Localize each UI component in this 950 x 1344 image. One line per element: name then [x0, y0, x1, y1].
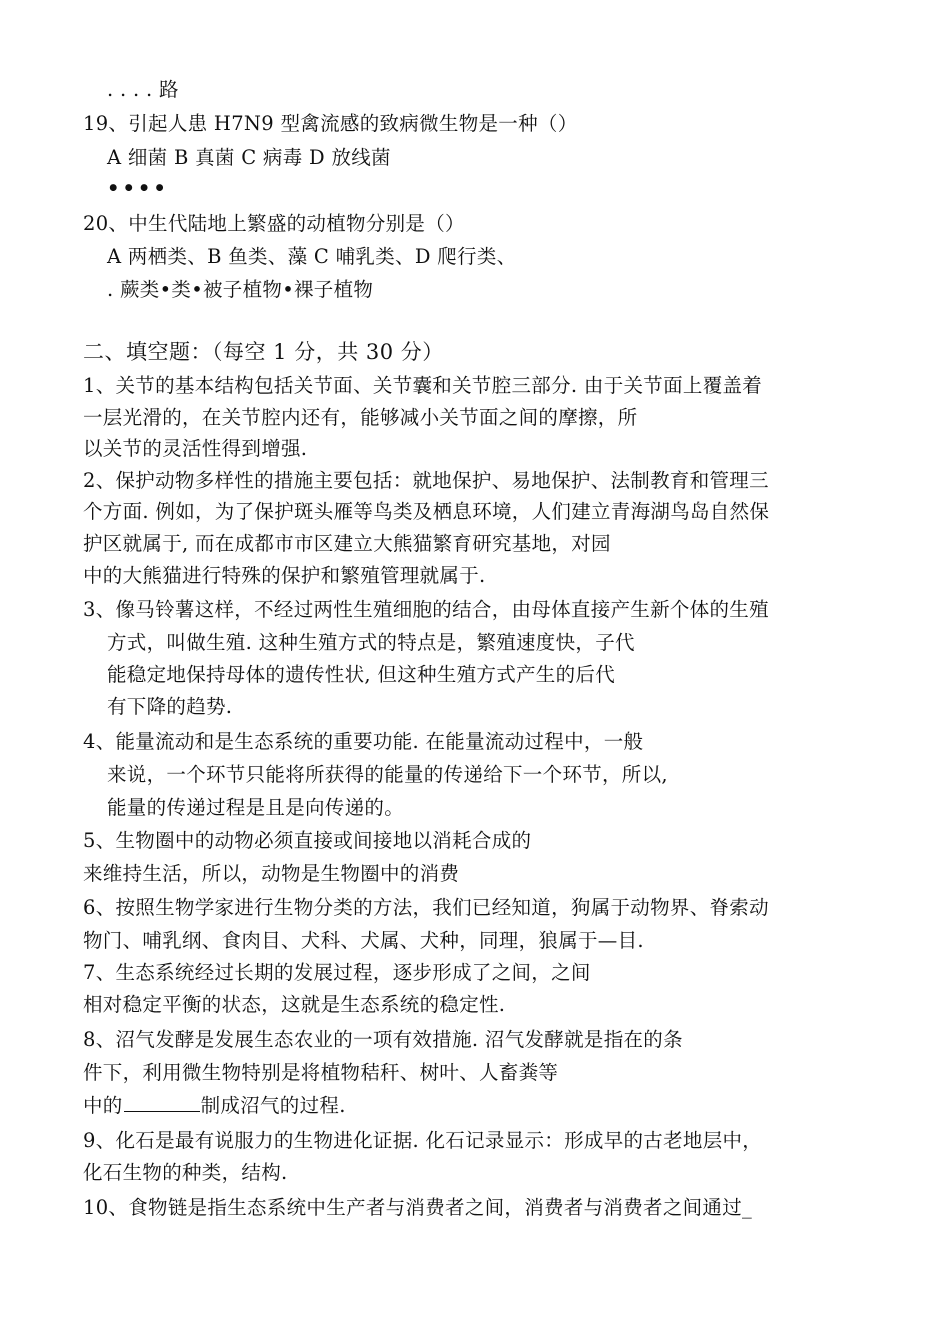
- fill-q7-line1: 7、生态系统经过长期的发展过程，逐步形成了之间，之间: [83, 961, 591, 984]
- fill-q4-line3: 能量的传递过程是且是向传递的。: [107, 796, 405, 819]
- fill-q7-line2: 相对稳定平衡的状态，这就是生态系统的稳定性.: [83, 993, 506, 1016]
- fill-q9-line2: 化石生物的种类，结构.: [83, 1161, 288, 1184]
- fill-q8-line3-suffix: 制成沼气的过程.: [200, 1094, 346, 1117]
- fill-q1-line2: 一层光滑的，在关节腔内还有，能够减小关节面之间的摩擦，所: [83, 406, 638, 429]
- q20-question: 20、中生代陆地上繁盛的动植物分别是（）: [83, 212, 465, 235]
- fill-q4-line2: 来说，一个环节只能将所获得的能量的传递给下一个环节，所以,: [107, 763, 668, 786]
- fill-q8-line2: 件下，利用微生物特别是将植物秸秆、树叶、人畜粪等: [83, 1061, 559, 1084]
- fill-q2-line4: 中的大熊猫进行特殊的保护和繁殖管理就属于.: [83, 564, 486, 587]
- fill-q1-line1: 1、关节的基本结构包括关节面、关节囊和关节腔三部分. 由于关节面上覆盖着: [83, 374, 763, 397]
- section-title: 二、填空题：（每空 1 分，共 30 分）: [83, 340, 444, 364]
- fill-q10-line1: 10、食物链是指生态系统中生产者与消费者之间，消费者与消费者之间通过_: [83, 1196, 753, 1219]
- answer-blank: [124, 1093, 200, 1112]
- fill-q6-line1: 6、按照生物学家进行生物分类的方法，我们已经知道，狗属于动物界、脊索动: [83, 896, 769, 919]
- fill-q6-line2: 物门、哺乳纲、食肉目、犬科、犬属、犬种，同理，狼属于—目.: [83, 929, 644, 952]
- fill-q9-line1: 9、化石是最有说服力的生物进化证据. 化石记录显示：形成早的古老地层中，: [83, 1129, 763, 1152]
- fill-q2-line1: 2、保护动物多样性的措施主要包括：就地保护、易地保护、法制教育和管理三: [83, 469, 769, 492]
- q19-options: A 细菌 B 真菌 C 病毒 D 放线菌: [107, 146, 391, 169]
- fill-q2-line2: 个方面. 例如，为了保护斑头雁等鸟类及栖息环境，人们建立青海湖鸟岛自然保: [83, 500, 770, 523]
- fill-q5-line1: 5、生物圈中的动物必须直接或间接地以消耗合成的: [83, 829, 532, 852]
- q18-option-tail: . . . . 路: [107, 78, 179, 101]
- fill-q2-line3: 护区就属于, 而在成都市市区建立大熊猫繁育研究基地，对园: [83, 532, 611, 555]
- fill-q8-line3: [83, 1093, 346, 1119]
- fill-q3-line3: 能稳定地保持母体的遗传性状, 但这种生殖方式产生的后代: [107, 663, 615, 686]
- fill-q3-line1: 3、像马铃薯这样，不经过两性生殖细胞的结合，由母体直接产生新个体的生殖: [83, 598, 769, 621]
- fill-q1-line3: 以关节的灵活性得到增强.: [83, 437, 308, 460]
- q20-options-continued: . 蕨类•类•被子植物•裸子植物: [107, 278, 374, 301]
- q19-question: 19、引起人患 H7N9 型禽流感的致病微生物是一种（）: [83, 112, 578, 135]
- fill-q8-line3-prefix: 中的: [83, 1094, 123, 1117]
- fill-q8-line1: 8、沼气发酵是发展生态农业的一项有效措施. 沼气发酵就是指在的条: [83, 1028, 683, 1051]
- q20-options: A 两栖类、B 鱼类、藻 C 哺乳类、D 爬行类、: [107, 245, 517, 268]
- q19-dots: ••••: [107, 177, 169, 200]
- fill-q3-line4: 有下降的趋势.: [107, 695, 233, 718]
- fill-q3-line2: 方式，叫做生殖. 这种生殖方式的特点是，繁殖速度快，子代: [107, 631, 635, 654]
- fill-q4-line1: 4、能量流动和是生态系统的重要功能. 在能量流动过程中，一般: [83, 730, 644, 753]
- fill-q5-line2: 来维持生活，所以，动物是生物圈中的消费: [83, 862, 460, 885]
